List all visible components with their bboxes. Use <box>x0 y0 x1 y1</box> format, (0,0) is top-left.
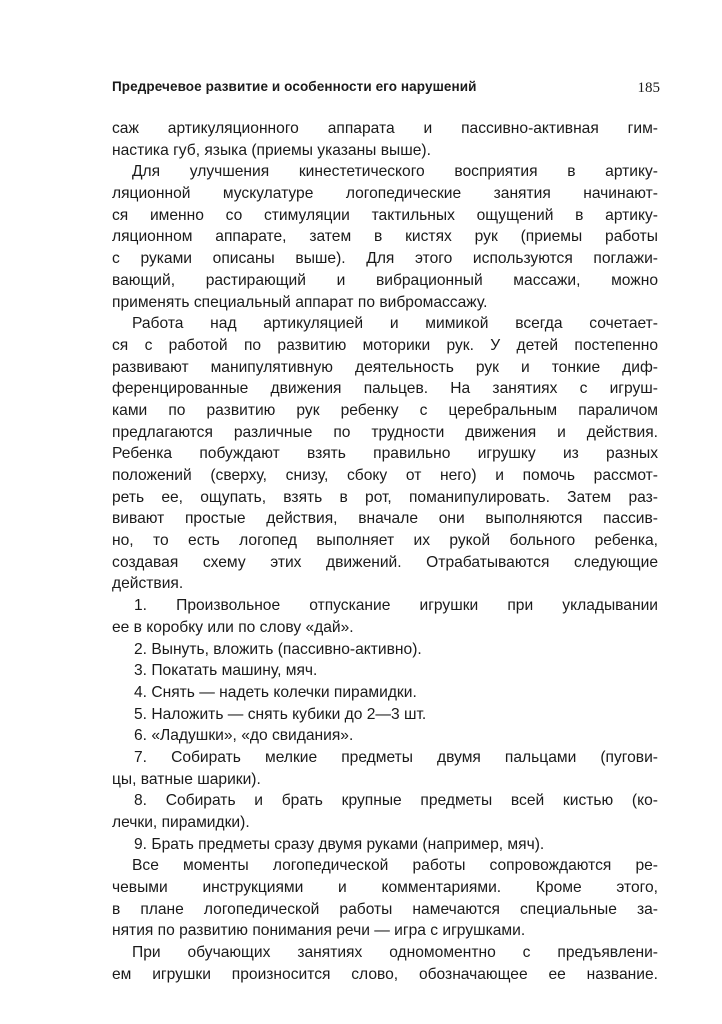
text-line: 8. Собирать и брать крупные предметы всей кистью (ко- <box>134 792 658 810</box>
text-line: предлагаются различные по трудности движения и действия. <box>112 423 658 441</box>
text-line: Ребенка побуждают взять правильно игрушку из разных <box>112 445 658 463</box>
text-line: лечки, пирамидки). <box>112 814 250 831</box>
text-line: применять специальный аппарат по вибромассажу. <box>112 293 488 311</box>
text-line: в плане логопедической работы намечаются специальные за- <box>112 900 658 918</box>
text-line: 4. Снять — надеть колечки пирамидки. <box>134 683 417 701</box>
text-line: положений (сверху, снизу, сбоку от него) и помочь рассмот- <box>112 467 658 484</box>
text-line: Работа над артикуляцией и мимикой всегда сочетает- <box>132 315 658 333</box>
text-line: саж артикуляционного аппарата и пассивно-активная гим- <box>112 120 658 137</box>
text-line: чевыми инструкциями и комментариями. Кроме этого, <box>112 879 658 897</box>
page-number: 185 <box>637 80 660 96</box>
text-line: ся с работой по развитию моторики рук. У детей постепенно <box>112 336 658 354</box>
text-line: При обучающих занятиях одномоментно с предъявлени- <box>132 944 658 962</box>
body-text <box>112 118 658 986</box>
text-line: ками по развитию рук ребенку с церебральным параличом <box>112 401 658 419</box>
text-line: ем игрушки произносится слово, обозначающее ее название. <box>112 965 658 983</box>
text-line: развивают манипулятивную деятельность рук и тонкие диф- <box>112 358 658 376</box>
text-line: 1. Произвольное отпускание игрушки при укладывании <box>134 597 658 615</box>
header-title: Предречевое развитие и особенности его нарушений <box>112 79 477 94</box>
text-line: настика губ, языка (приемы указаны выше). <box>112 141 431 159</box>
text-line: ляционном аппарате, затем в кистях рук (приемы работы <box>112 228 658 246</box>
text-line: вивают простые действия, вначале они выполняются пассив- <box>112 510 658 528</box>
text-line: 6. «Ладушки», «до свидания». <box>134 727 354 745</box>
text-line: ляционной мускулатуре логопедические занятия начинают- <box>112 185 658 203</box>
text-line: создавая схему этих движений. Отрабатываются следующие <box>112 553 658 571</box>
text-line: с руками описаны выше). Для этого используются поглажи- <box>112 250 658 268</box>
text-line: реть ее, ощупать, взять в рот, поманипулировать. Затем раз- <box>112 488 658 506</box>
text-line: цы, ватные шарики). <box>112 770 261 788</box>
text-line: ференцированные движения пальцев. На занятиях с игруш- <box>112 380 658 398</box>
text-line: но, то есть логопед выполняет их рукой больного ребенка, <box>112 532 658 550</box>
text-line: 9. Брать предметы сразу двумя руками (например, мяч). <box>134 835 545 853</box>
text-line: 3. Покатать машину, мяч. <box>134 662 318 680</box>
text-line: действия. <box>112 575 184 593</box>
text-line: Для улучшения кинестетического восприятия в артику- <box>132 163 658 181</box>
text-line: 2. Вынуть, вложить (пассивно-активно). <box>134 640 422 658</box>
text-line: ся именно со стимуляции тактильных ощущений в артику- <box>112 206 658 224</box>
text-line: 5. Наложить — снять кубики до 2—3 шт. <box>134 705 427 723</box>
text-line: ее в коробку или по слову «дай». <box>112 618 354 636</box>
text-line: Все моменты логопедической работы сопровождаются ре- <box>132 857 658 875</box>
text-line: нятия по развитию понимания речи — игра с игрушками. <box>112 922 526 940</box>
text-line: вающий, растирающий и вибрационный массажи, можно <box>112 271 658 289</box>
text-line: 7. Собирать мелкие предметы двумя пальцами (пугови- <box>134 748 658 766</box>
